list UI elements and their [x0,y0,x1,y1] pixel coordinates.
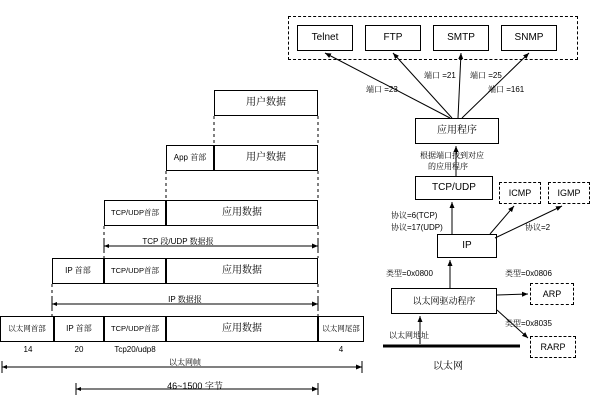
byte-count-4: 4 [338,345,344,354]
igmp-box: IGMP [548,182,590,204]
proto-label-udp: 协议=17(UDP) [391,223,443,232]
byte-count-20: 20 [74,345,84,354]
demux-note-line1: 根据端口找到对应 [420,151,484,160]
left-row2-cell1: App 首部 [166,145,214,171]
span-label-ethernet-frame: 以太网帧 [169,358,201,367]
port-label-ftp: 端口 =21 [424,71,456,80]
span-label-ip-datagram: IP 数据报 [168,295,202,304]
left-row4-cell2: TCP/UDP首部 [104,258,166,284]
left-row4-cell1: IP 首部 [52,258,104,284]
arp-box: ARP [530,283,574,305]
port-label-snmp: 端口 =161 [488,85,525,94]
demux-note-line2: 的应用程序 [428,162,468,171]
port-label-telnet: 端口 =23 [366,85,398,94]
app-smtp: SMTP [433,25,489,51]
proto-label-tcp: 协议=6(TCP) [391,211,438,220]
application-layer-box: 应用程序 [415,118,499,144]
app-ftp: FTP [365,25,421,51]
span-label-tcp-segment: TCP 段/UDP 数据报 [142,237,214,246]
byte-count-14: 14 [23,345,33,354]
left-row3-cell1: TCP/UDP首部 [104,200,166,226]
type-label-ip: 类型=0x0800 [386,269,433,278]
proto-label-igmp: 协议=2 [525,223,551,232]
ethernet-address-label: 以太网地址 [389,331,429,340]
left-row5-cell5: 以太网尾部 [318,316,364,342]
left-row5-cell4: 应用数据 [166,316,318,342]
left-row5-cell3: TCP/UDP首部 [104,316,166,342]
rarp-box: RARP [530,336,576,358]
byte-count-tcp-udp: Tcp20/udp8 [114,345,156,354]
port-label-smtp: 端口 =25 [470,71,502,80]
app-snmp: SNMP [501,25,557,51]
type-label-rarp: 类型=0x8035 [505,319,552,328]
left-row2-cell2: 用户数据 [214,145,318,171]
left-row3-cell2: 应用数据 [166,200,318,226]
app-telnet: Telnet [297,25,353,51]
left-row4-cell3: 应用数据 [166,258,318,284]
left-row5-cell1: 以太网首部 [0,316,54,342]
transport-layer-box: TCP/UDP [415,176,493,200]
ethernet-label: 以太网 [433,361,463,372]
left-row5-cell2: IP 首部 [54,316,104,342]
span-label-payload-size: 46~1500 字节 [167,381,223,391]
icmp-box: ICMP [499,182,541,204]
ethernet-driver-box: 以太网驱动程序 [391,288,497,314]
type-label-arp: 类型=0x0806 [505,269,552,278]
ip-layer-box: IP [437,234,497,258]
left-row1-cell1: 用户数据 [214,90,318,116]
